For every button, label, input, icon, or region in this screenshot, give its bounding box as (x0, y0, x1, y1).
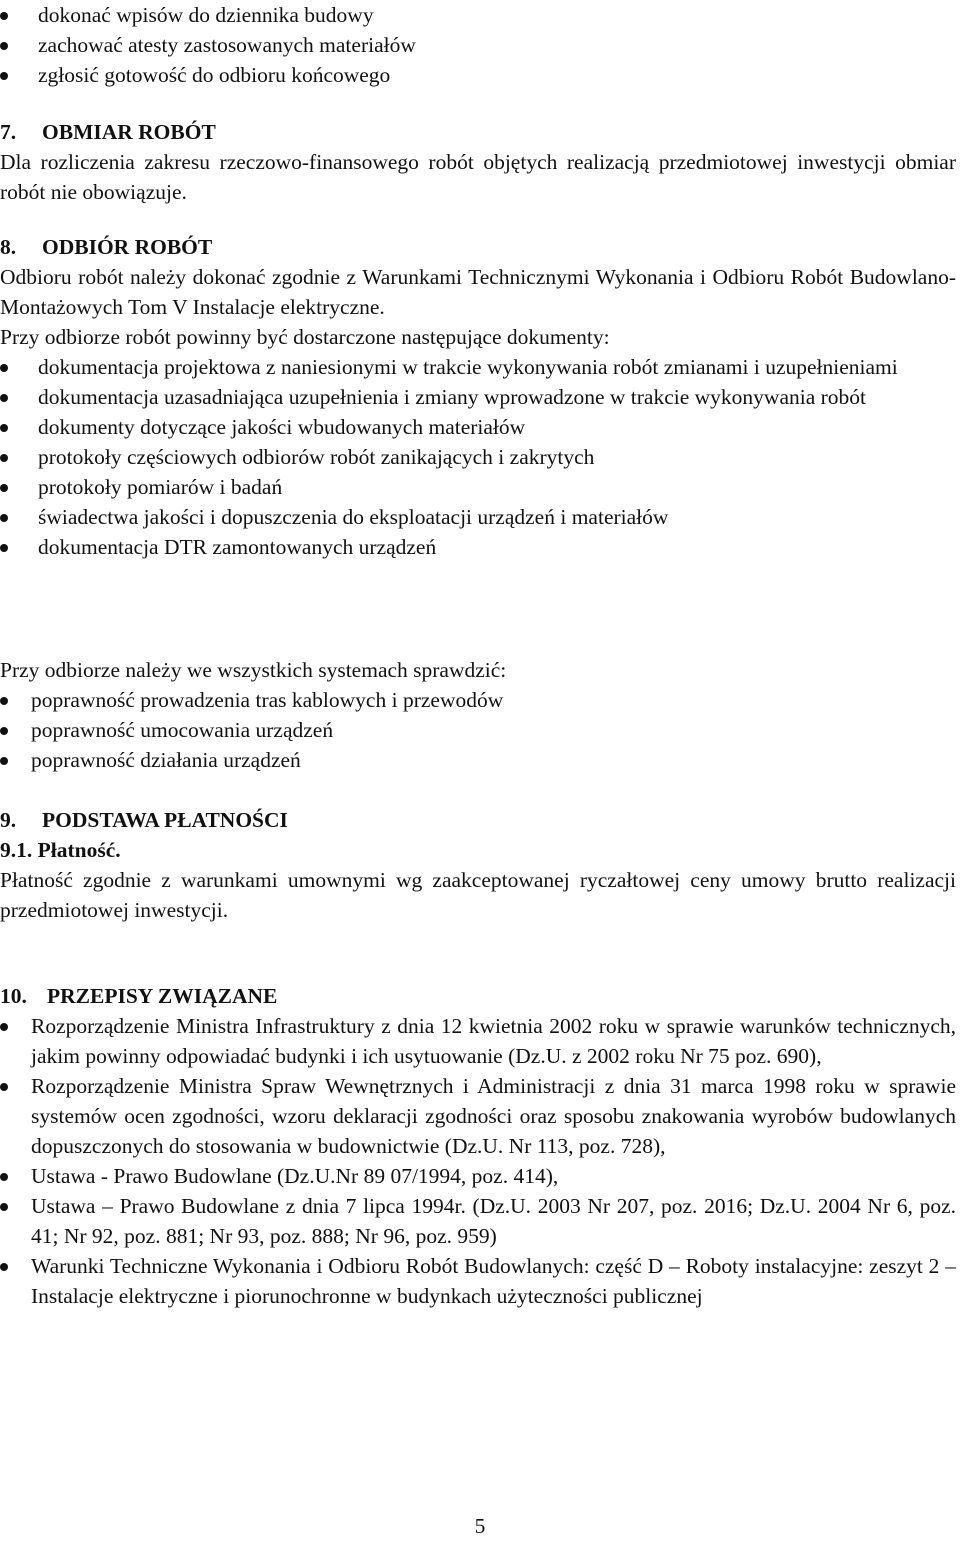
list-item (0, 1251, 956, 1311)
list-item-text: Rozporządzenie Ministra Infrastruktury z dnia 12 kwietnia 2002 roku w sprawie warunków technicznych, jakim powinny odpowiadać budynki i ich usytuowanie (Dz.U. z 2002 roku Nr 75 poz. 690), (31, 1014, 956, 1068)
documents-list (0, 352, 956, 562)
list-item (0, 1161, 956, 1191)
list-item-text: protokoły pomiarów i badań (38, 475, 283, 499)
section-9 (0, 805, 956, 925)
section-title: OBMIAR ROBÓT (42, 120, 216, 144)
section-8-checks (0, 655, 956, 775)
page-number: 5 (474, 1514, 486, 1538)
section-9-paragraph: Płatność zgodnie z warunkami umownymi wg zaakceptowanej ryczałtowej ceny umowy brutto realizacji przedmiotowej inwestycji. (0, 868, 956, 922)
list-item-text: dokumentacja DTR zamontowanych urządzeń (38, 535, 437, 559)
list-item (0, 745, 956, 775)
bullet-icon (0, 484, 8, 492)
list-item-text: poprawność prowadzenia tras kablowych i przewodów (31, 688, 504, 712)
list-item-text: dokumentacja projektowa z naniesionymi w trakcie wykonywania robót zmianami i uzupełnieniami (38, 355, 898, 379)
list-item-text: dokonać wpisów do dziennika budowy (38, 3, 374, 27)
section-8-paragraph: Odbioru robót należy dokonać zgodnie z Warunkami Technicznymi Wykonania i Odbioru Robót Budowlano-Montażowych Tom V Instalacje elektryczne. (0, 265, 956, 319)
list-item (0, 472, 956, 502)
list-item (0, 502, 956, 532)
bullet-icon (0, 454, 8, 462)
list-item-text: Rozporządzenie Ministra Spraw Wewnętrznych i Administracji z dnia 31 marca 1998 roku w sprawie systemów ocen zgodności, wzoru deklaracji zgodności oraz sposobu znakowania wyrobów budowlanych dopuszczonych do stosowania w budownictwie (Dz.U. Nr 113, poz. 728), (31, 1074, 956, 1158)
checks-list (0, 685, 956, 775)
list-item (0, 1191, 956, 1251)
list-item (0, 532, 956, 562)
list-item (0, 352, 956, 382)
list-item-text: Ustawa – Prawo Budowlane z dnia 7 lipca 1994r. (Dz.U. 2003 Nr 207, poz. 2016; Dz.U. 2004 Nr 6, poz. 41; Nr 92, poz. 881; Nr 93, poz. 888; Nr 96, poz. 959) (31, 1194, 956, 1248)
list-item (0, 30, 956, 60)
list-item (0, 685, 956, 715)
bullet-icon (0, 727, 8, 735)
list-item-text: protokoły częściowych odbiorów robót zanikających i zakrytych (38, 445, 595, 469)
list-item-text: dokumentacja uzasadniająca uzupełnienia i zmiany wprowadzone w trakcie wykonywania robót (38, 385, 867, 409)
bullet-icon (0, 514, 8, 522)
bullet-icon (0, 394, 8, 402)
documents-intro: Przy odbiorze robót powinny być dostarczone następujące dokumenty: (0, 325, 610, 349)
section-7 (0, 117, 956, 207)
bullet-icon (0, 424, 8, 432)
section-title: PODSTAWA PŁATNOŚCI (42, 808, 288, 832)
list-item-text: poprawność umocowania urządzeń (31, 718, 334, 742)
bullet-icon (0, 1203, 8, 1211)
list-item-text: dokumenty dotyczące jakości wbudowanych materiałów (38, 415, 526, 439)
bullet-icon (0, 757, 8, 765)
list-item (0, 1071, 956, 1161)
section-9-subheading: 9.1. Płatność. (0, 838, 121, 862)
list-item (0, 0, 956, 30)
bullet-icon (0, 697, 8, 705)
bullet-icon (0, 1263, 8, 1271)
list-item-text: Ustawa - Prawo Budowlane (Dz.U.Nr 89 07/1994, poz. 414), (31, 1164, 559, 1188)
section-title: PRZEPISY ZWIĄZANE (47, 984, 278, 1008)
list-item-text: poprawność działania urządzeń (31, 748, 301, 772)
list-item (0, 412, 956, 442)
section-10-heading (0, 981, 956, 1011)
section-7-heading (0, 117, 956, 147)
bullet-icon (0, 1083, 8, 1091)
section-8-heading (0, 232, 956, 262)
checks-intro: Przy odbiorze należy we wszystkich systemach sprawdzić: (0, 658, 507, 682)
list-item-text: zachować atesty zastosowanych materiałów (38, 33, 416, 57)
top-list-block (0, 0, 956, 90)
section-number: 7. (0, 120, 17, 144)
section-number: 8. (0, 235, 17, 259)
list-item (0, 1011, 956, 1071)
list-item-text: świadectwa jakości i dopuszczenia do eksploatacji urządzeń i materiałów (38, 505, 669, 529)
bullet-icon (0, 1173, 8, 1181)
bullet-icon (0, 12, 8, 20)
list-item (0, 442, 956, 472)
bullet-icon (0, 364, 8, 372)
section-title: ODBIÓR ROBÓT (42, 235, 213, 259)
list-item (0, 382, 956, 412)
list-item (0, 715, 956, 745)
list-item-text: Warunki Techniczne Wykonania i Odbioru Robót Budowlanych: część D – Roboty instalacyjne: zeszyt 2 – Instalacje elektryczne i piorunochronne w budynkach użyteczności publicznej (31, 1254, 956, 1308)
section-number: 9. (0, 808, 17, 832)
bullet-icon (0, 1023, 8, 1031)
section-number: 10. (0, 984, 27, 1008)
section-10 (0, 981, 956, 1311)
regulations-list (0, 1011, 956, 1311)
section-9-heading (0, 805, 956, 835)
bullet-icon (0, 72, 8, 80)
top-list (0, 0, 956, 90)
bullet-icon (0, 544, 8, 552)
section-7-paragraph: Dla rozliczenia zakresu rzeczowo-finansowego robót objętych realizacją przedmiotowej inwestycji obmiar robót nie obowiązuje. (0, 150, 956, 204)
list-item-text: zgłosić gotowość do odbioru końcowego (38, 63, 391, 87)
list-item (0, 60, 956, 90)
section-8 (0, 232, 956, 562)
bullet-icon (0, 42, 8, 50)
